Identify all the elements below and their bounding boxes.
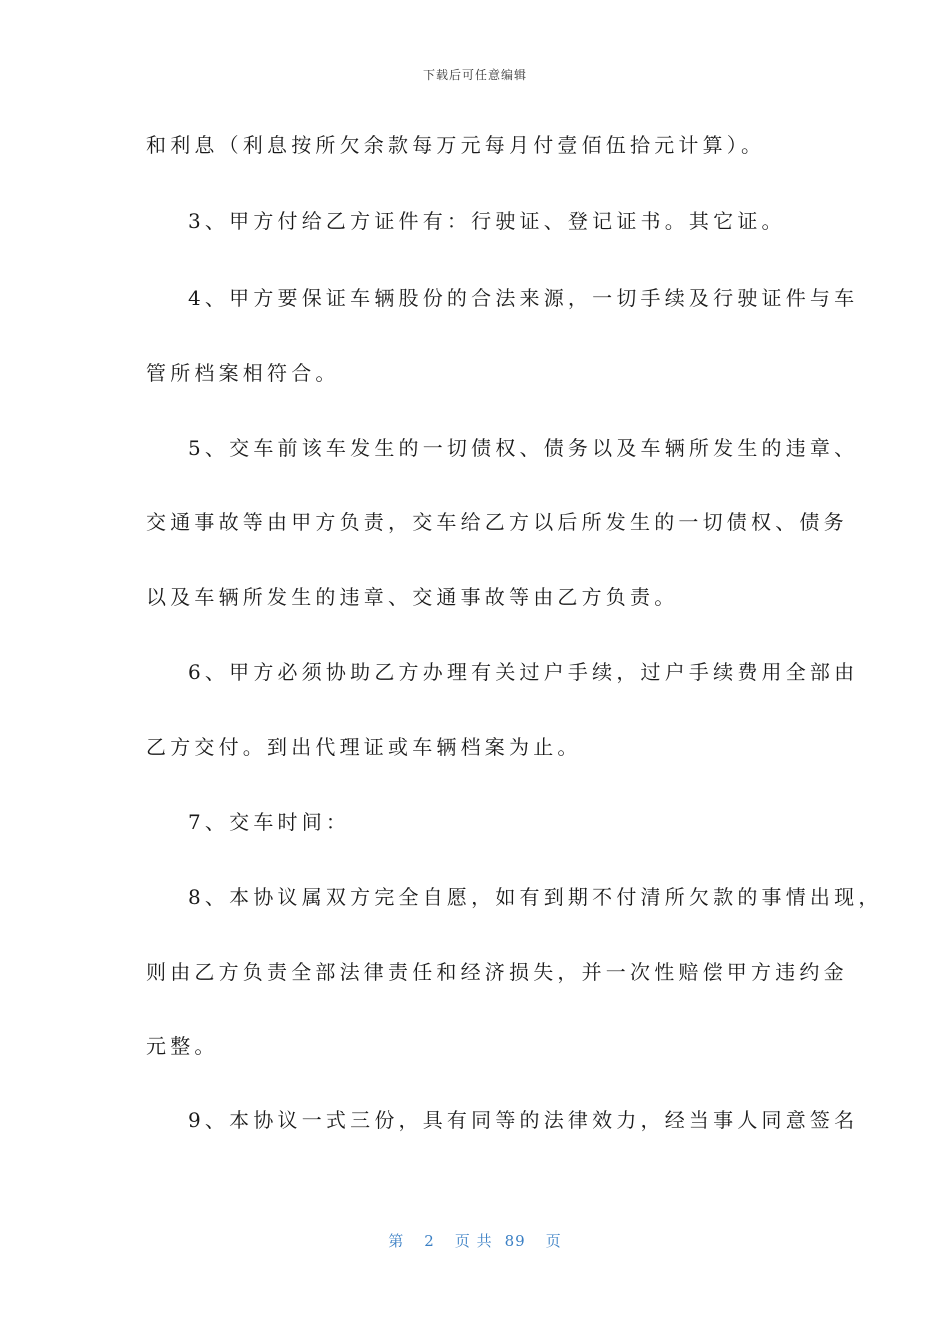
text-line: 乙方交付。到出代理证或车辆档案为止。 [146, 735, 582, 759]
text-line: 以及车辆所发生的违章、交通事故等由乙方负责。 [146, 585, 679, 609]
text-line: 则由乙方负责全部法律责任和经济损失，并一次性赔偿甲方违约金 [146, 960, 848, 984]
text-line: 6、甲方必须协助乙方办理有关过户手续，过户手续费用全部由 [188, 660, 859, 684]
text-line: 7、交车时间： [188, 810, 351, 834]
text-line: 元整。 [146, 1034, 219, 1058]
text-line: 9、本协议一式三份，具有同等的法律效力，经当事人同意签名 [188, 1108, 859, 1132]
page-header: 下载后可任意编辑 [422, 68, 527, 82]
footer-label-page: 第 [388, 1232, 405, 1250]
text-line: 4、甲方要保证车辆股份的合法来源，一切手续及行驶证件与车 [188, 286, 859, 310]
footer-label-of: 页 共 [454, 1232, 493, 1250]
page-footer [0, 1230, 950, 1251]
text-line: 和利息（利息按所欠余款每万元每月付壹佰伍拾元计算）。 [146, 133, 766, 157]
text-line: 8、本协议属双方完全自愿，如有到期不付清所欠款的事情出现， [188, 885, 883, 909]
footer-current-page: 2 [424, 1232, 435, 1250]
text-line: 交通事故等由甲方负责，交车给乙方以后所发生的一切债权、债务 [146, 510, 848, 534]
footer-label-pages: 页 [545, 1232, 562, 1250]
text-line: 3、甲方付给乙方证件有：行驶证、登记证书。其它证。 [188, 209, 786, 233]
text-line: 5、交车前该车发生的一切债权、债务以及车辆所发生的违章、 [188, 436, 859, 460]
footer-total-pages: 89 [504, 1232, 526, 1250]
text-line: 管所档案相符合。 [146, 361, 340, 385]
